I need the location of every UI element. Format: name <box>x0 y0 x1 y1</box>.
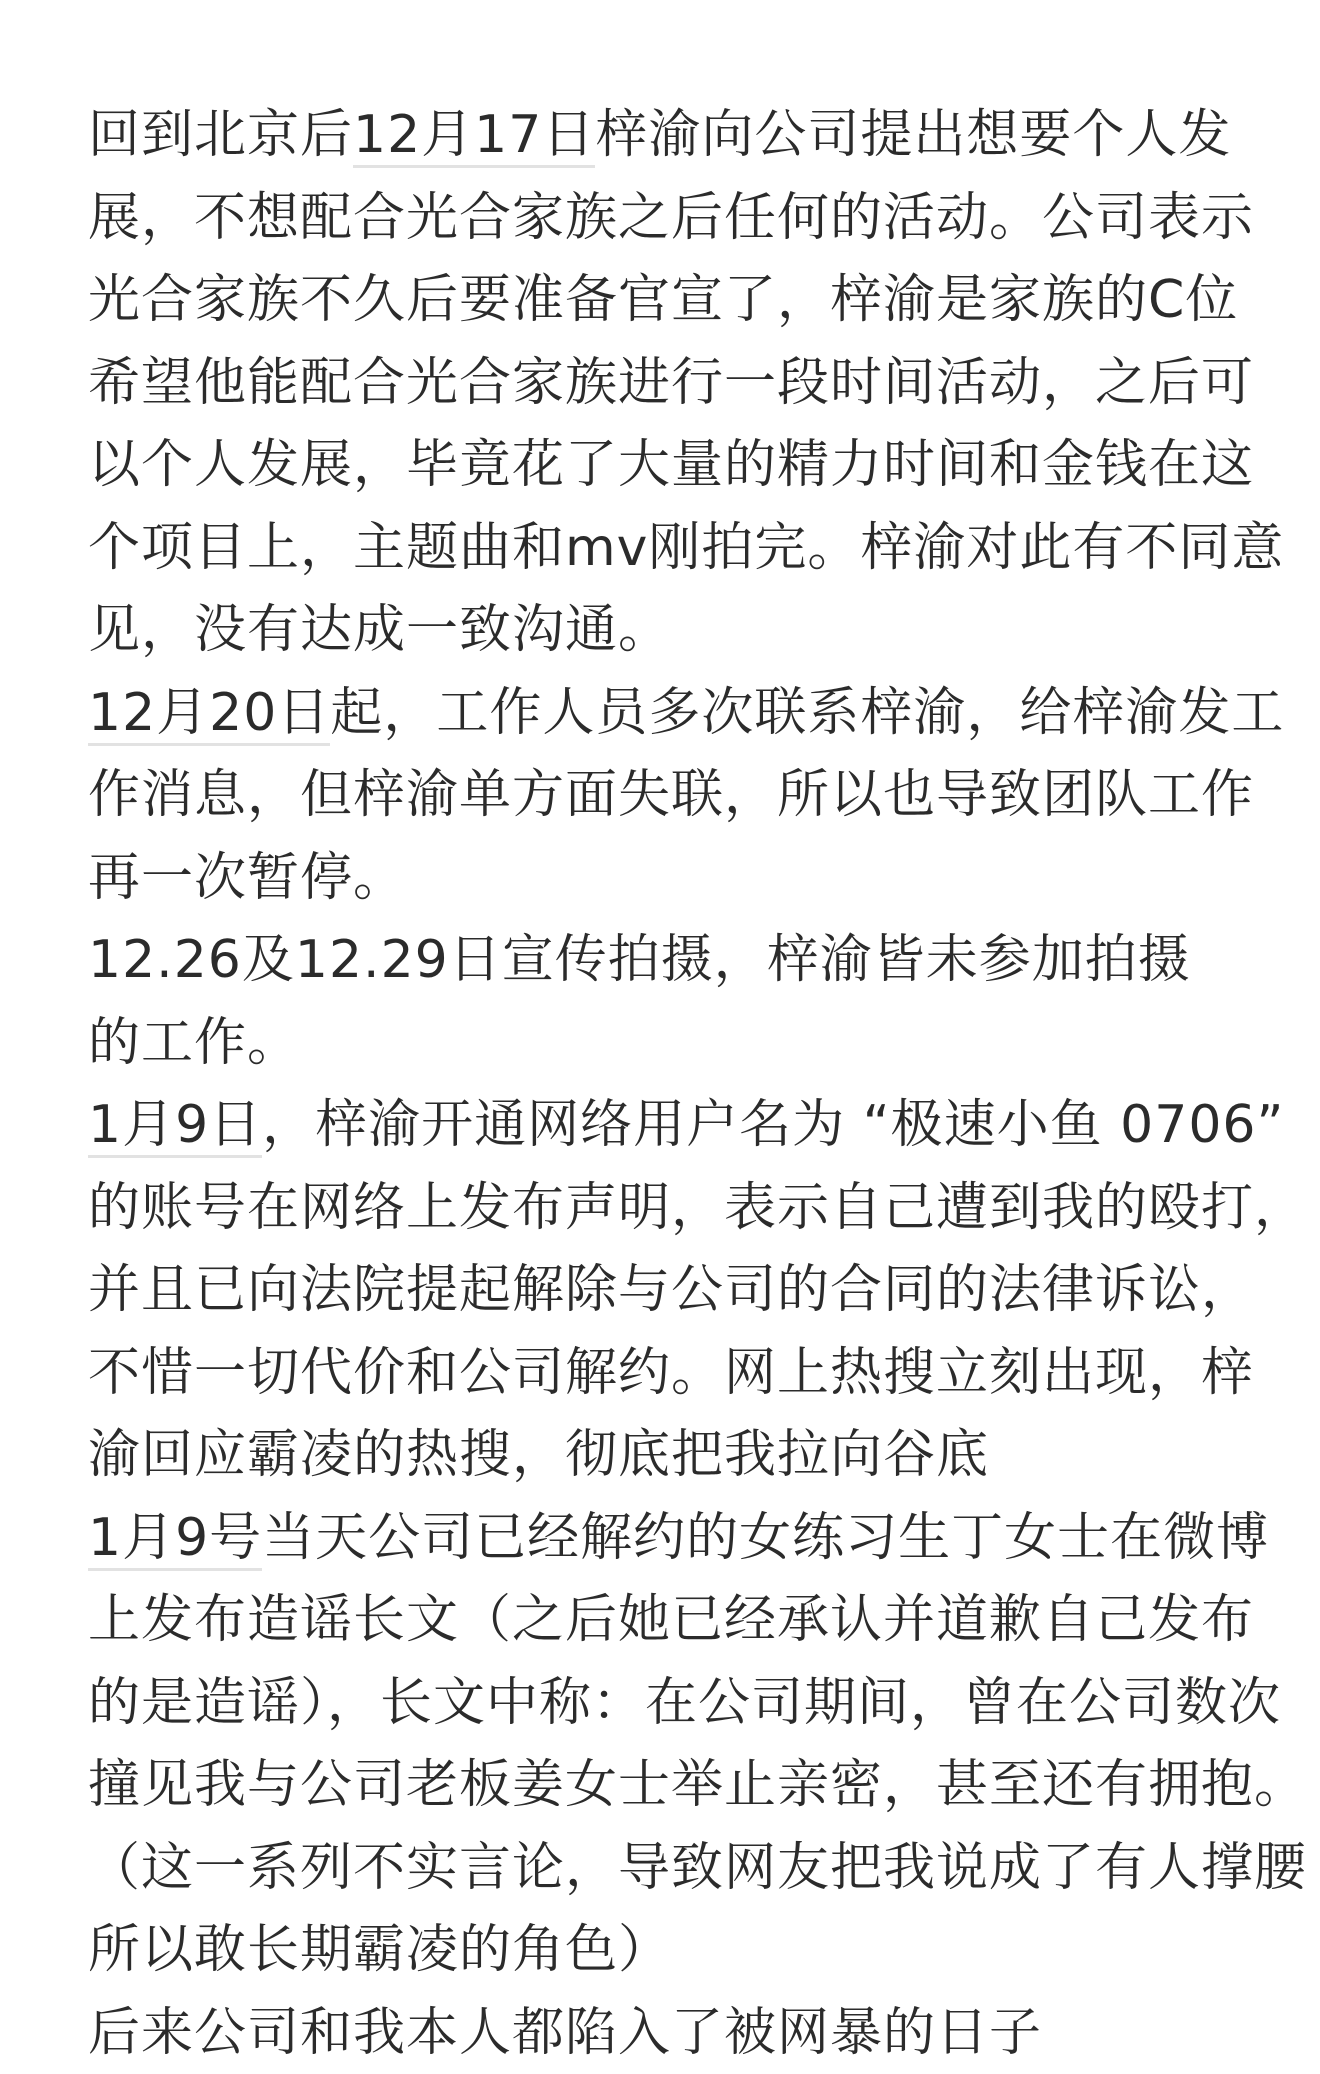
date-highlight: 1月9日 <box>88 1095 262 1158</box>
text-segment: 12.26及12.29日宣传拍摄，梓渝皆未参加拍摄 <box>88 930 1191 990</box>
text-line <box>88 1827 1268 1910</box>
date-highlight: 12月20日 <box>88 683 330 746</box>
text-line <box>88 919 1268 1002</box>
text-line <box>88 507 1268 590</box>
text-segment: 以个人发展，毕竟花了大量的精力时间和金钱在这 <box>88 435 1254 495</box>
text-line <box>88 259 1268 342</box>
text-line <box>88 177 1268 260</box>
text-segment: 的账号在网络上发布声明，表示自己遭到我的殴打， <box>88 1178 1307 1238</box>
text-line <box>88 1167 1268 1250</box>
text-segment: 展，不想配合光合家族之后任何的活动。公司表示 <box>88 188 1254 248</box>
text-segment: 的是造谣），长文中称：在公司期间，曾在公司数次 <box>88 1673 1281 1733</box>
text-line <box>88 1909 1268 1992</box>
text-segment: 希望他能配合光合家族进行一段时间活动，之后可 <box>88 353 1254 413</box>
text-line <box>88 1497 1268 1580</box>
text-segment: 梓渝向公司提出想要个人发 <box>595 105 1231 165</box>
text-segment: 作消息，但梓渝单方面失联，所以也导致团队工作 <box>88 765 1254 825</box>
text-segment: 光合家族不久后要准备官宣了，梓渝是家族的C位 <box>88 270 1238 330</box>
text-segment: 并且已向法院提起解除与公司的合同的法律诉讼， <box>88 1260 1254 1320</box>
date-highlight: 12月17日 <box>353 105 595 168</box>
text-line <box>88 1579 1268 1662</box>
text-line <box>88 1662 1268 1745</box>
text-line <box>88 1414 1268 1497</box>
text-segment: 再一次暂停。 <box>88 848 406 908</box>
text-line <box>88 837 1268 920</box>
text-line <box>88 1332 1268 1415</box>
document-body <box>88 94 1268 2074</box>
text-segment: 后来公司和我本人都陷入了被网暴的日子 <box>88 2003 1042 2063</box>
text-line <box>88 754 1268 837</box>
text-segment: 渝回应霸凌的热搜，彻底把我拉向谷底 <box>88 1425 989 1485</box>
text-line <box>88 94 1268 177</box>
text-segment: 所以敢长期霸凌的角色） <box>88 1920 671 1980</box>
text-line <box>88 1249 1268 1332</box>
text-segment: 回到北京后 <box>88 105 353 165</box>
text-segment: ，梓渝开通网络用户名为 “极速小鱼 0706” <box>262 1095 1284 1155</box>
text-segment: 个项目上，主题曲和mv刚拍完。梓渝对此有不同意 <box>88 518 1284 578</box>
text-segment: 的工作。 <box>88 1013 300 1073</box>
text-line <box>88 1002 1268 1085</box>
text-line <box>88 1744 1268 1827</box>
text-line <box>88 342 1268 425</box>
text-segment: 当天公司已经解约的女练习生丁女士在微博 <box>262 1508 1269 1568</box>
text-line <box>88 589 1268 672</box>
date-highlight: 1月9号 <box>88 1508 262 1571</box>
text-line <box>88 672 1268 755</box>
text-segment: 上发布造谣长文（之后她已经承认并道歉自己发布 <box>88 1590 1254 1650</box>
text-segment: 不惜一切代价和公司解约。网上热搜立刻出现，梓 <box>88 1343 1254 1403</box>
text-line <box>88 1992 1268 2074</box>
text-line <box>88 424 1268 507</box>
text-segment: 起，工作人员多次联系梓渝，给梓渝发工 <box>330 683 1284 743</box>
text-segment: 撞见我与公司老板姜女士举止亲密，甚至还有拥抱。 <box>88 1755 1307 1815</box>
text-segment: 见，没有达成一致沟通。 <box>88 600 671 660</box>
text-segment: （这一系列不实言论，导致网友把我说成了有人撑腰 <box>88 1838 1307 1898</box>
text-line <box>88 1084 1268 1167</box>
